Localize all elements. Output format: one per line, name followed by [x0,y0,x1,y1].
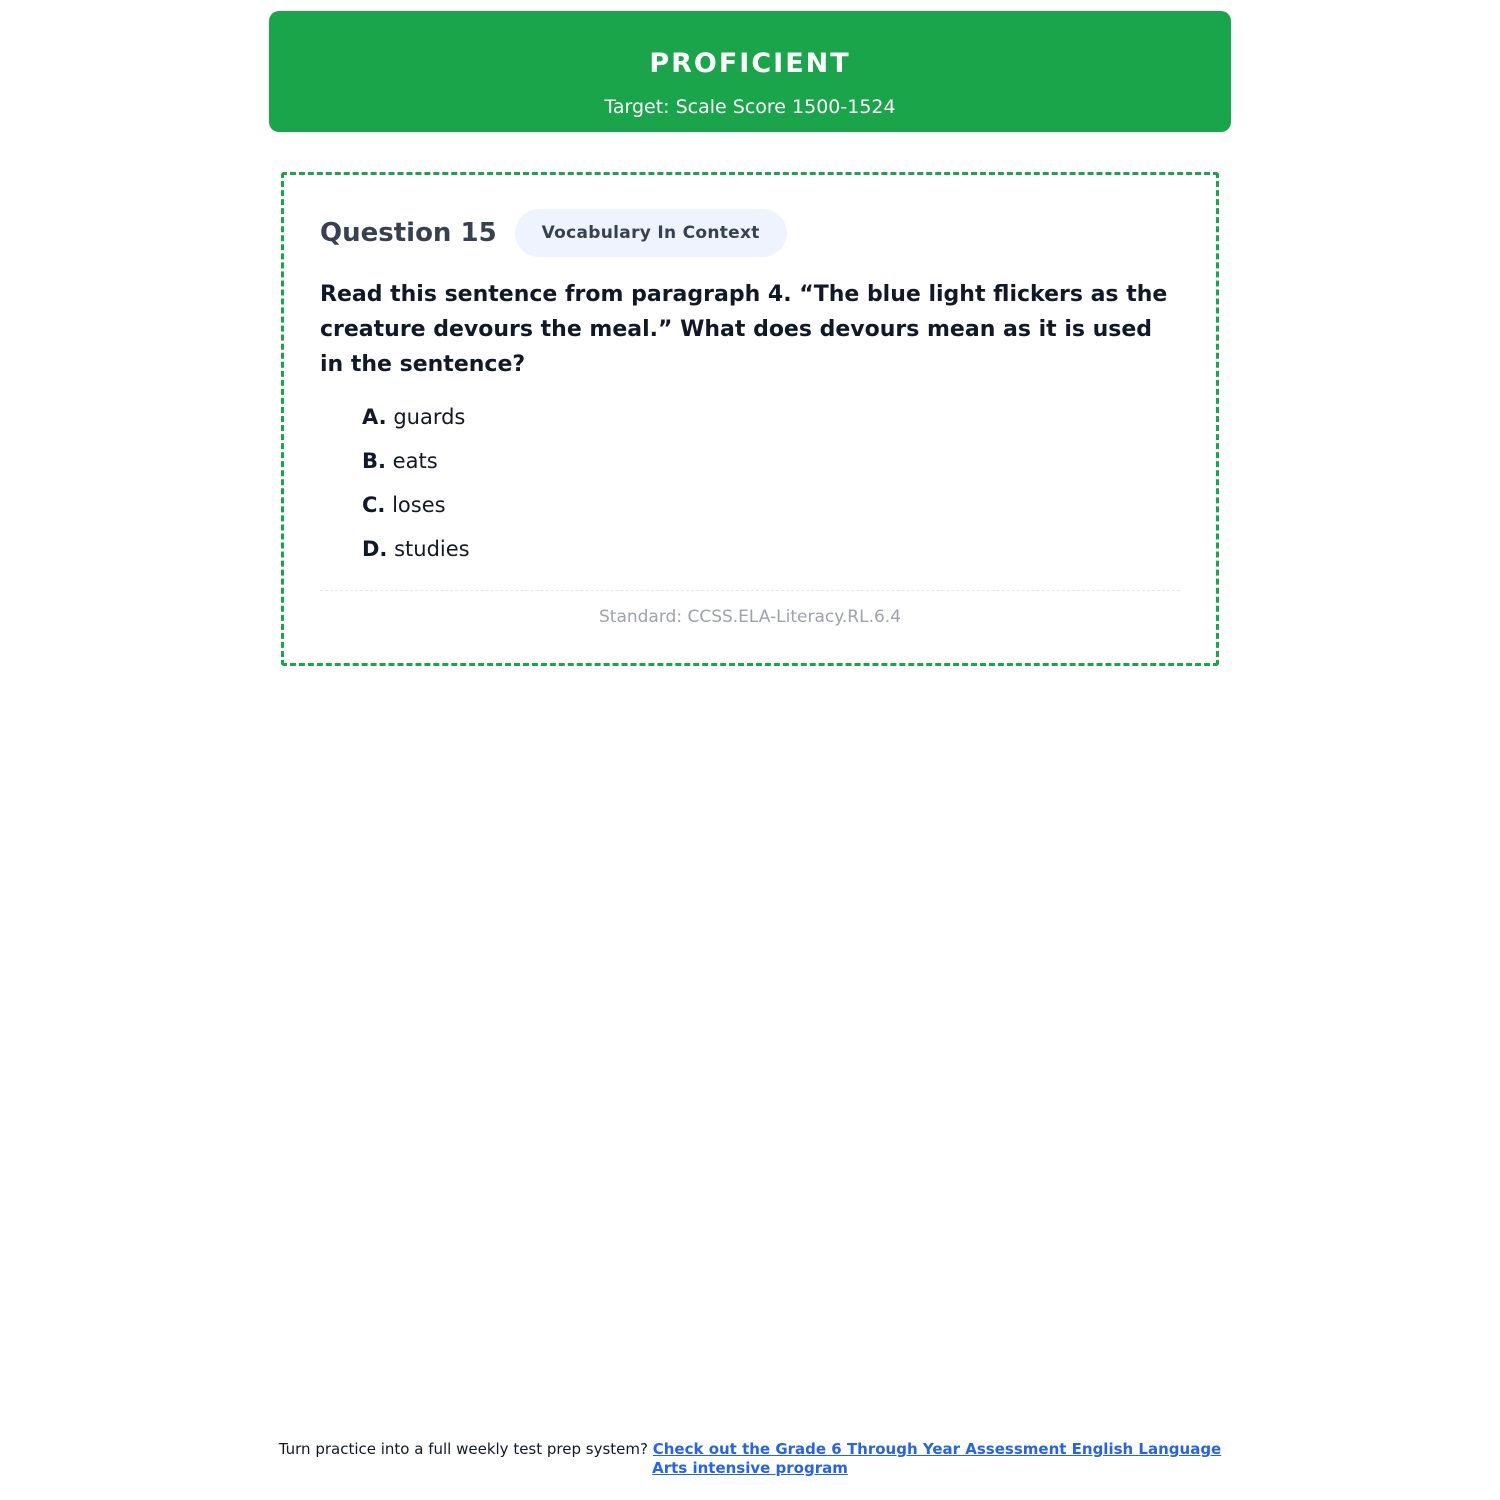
footer-promo [270,1440,1230,1478]
answer-options [362,399,470,575]
program-link[interactable]: Check out the Grade 6 Through Year Assessment English Language Arts intensive program [652,1440,1222,1477]
question-prompt: Read this sentence from paragraph 4. “The blue light flickers as the creature devours the meal.” What does devours mean as it is used in the sentence? [320,282,1168,377]
option-text: loses [392,493,446,517]
category-badge: Vocabulary In Context [515,209,787,257]
level-banner [269,11,1231,132]
divider [320,590,1180,591]
option-letter: B. [362,449,386,473]
question-header [320,208,787,258]
standard-label: Standard: CCSS.ELA-Literacy.RL.6.4 [598,607,902,627]
answer-option-a[interactable] [362,399,470,443]
target-score: Target: Scale Score 1500-1524 [604,96,896,118]
option-letter: D. [362,537,388,561]
answer-option-d[interactable] [362,531,470,575]
option-text: guards [393,405,466,429]
option-text: studies [394,537,470,561]
option-letter: C. [362,493,386,517]
answer-option-c[interactable] [362,487,470,531]
level-title: PROFICIENT [649,48,851,79]
footer-text: Turn practice into a full weekly test prep system? [278,1440,648,1458]
question-number: Question 15 [320,218,497,248]
answer-option-b[interactable] [362,443,470,487]
question-card [281,172,1219,666]
option-letter: A. [362,405,387,429]
option-text: eats [392,449,438,473]
